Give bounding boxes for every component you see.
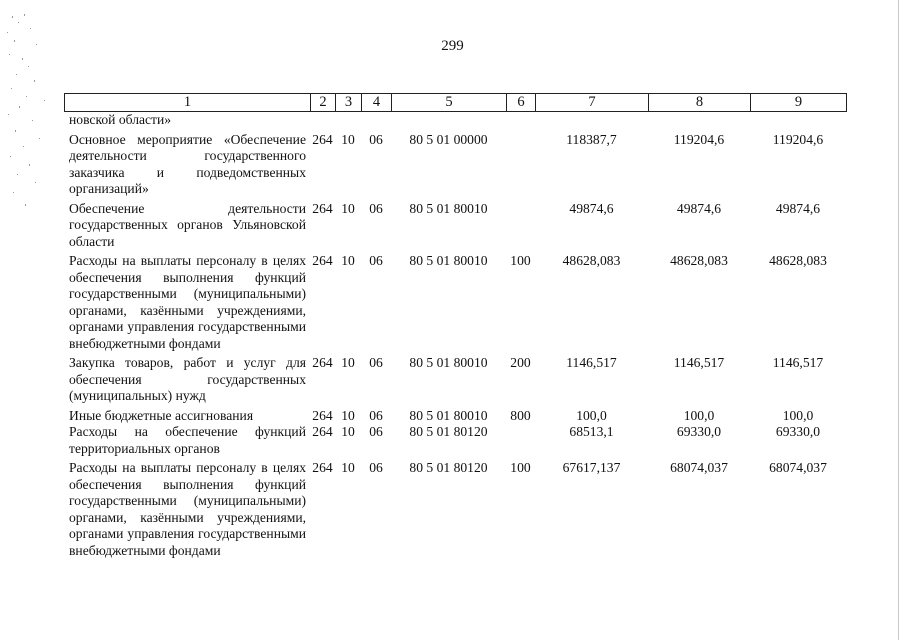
row-pr <box>361 112 391 132</box>
row-rz: 10 <box>341 407 355 423</box>
row-pr: 06 <box>369 253 383 268</box>
row-year2 <box>648 112 750 132</box>
header-col-1: 1 <box>65 94 311 112</box>
row-vr <box>506 132 535 201</box>
row-year1: 49874,6 <box>569 200 614 216</box>
row-year2: 69330,0 <box>676 424 722 439</box>
row-name: Расходы на обеспечение функций территориальных органов <box>69 424 306 456</box>
row-year3: 68074,037 <box>769 460 827 475</box>
header-col-8: 8 <box>649 94 751 112</box>
row-rz: 10 <box>341 200 355 216</box>
row-year1: 118387,7 <box>566 131 617 147</box>
row-pr: 06 <box>369 424 383 439</box>
row-year2: 68074,037 <box>670 460 728 475</box>
row-pr: 06 <box>369 460 383 475</box>
row-year3: 48628,083 <box>769 253 827 268</box>
table-row <box>64 460 846 559</box>
row-csr: 80 5 01 00000 <box>409 131 488 147</box>
row-gr: 264 <box>312 200 333 216</box>
row-year1: 68513,1 <box>569 424 614 439</box>
row-gr: 264 <box>312 460 333 475</box>
row-name: Расходы на выплаты персоналу в целях обеспечения выполнения функций государственными (муниципальными) органами, казёнными учреждениями, органами управления государственными внебюджетными фондами <box>69 253 306 351</box>
row-year2: 49874,6 <box>676 200 722 216</box>
row-name: Расходы на выплаты персоналу в целях обеспечения выполнения функций государственными (муниципальными) органами, казёнными учреждениями, органами управления государственными внебюджетными фондами <box>69 460 306 558</box>
row-csr: 80 5 01 80120 <box>409 424 488 439</box>
row-csr: 80 5 01 80010 <box>409 253 488 268</box>
scan-noise <box>4 10 60 220</box>
header-col-2: 2 <box>311 94 336 112</box>
row-rz: 10 <box>341 253 355 268</box>
row-csr: 80 5 01 80010 <box>409 355 488 370</box>
row-year2: 100,0 <box>683 407 715 423</box>
row-year3: 49874,6 <box>775 200 821 216</box>
table-row <box>64 132 846 201</box>
row-pr: 06 <box>369 131 383 147</box>
table-row <box>64 355 846 408</box>
row-year3: 100,0 <box>782 407 814 423</box>
row-year3: 119204,6 <box>772 131 824 147</box>
row-pr: 06 <box>369 200 383 216</box>
row-rz: 10 <box>341 424 355 439</box>
table-row <box>64 424 846 460</box>
row-year2: 48628,083 <box>670 253 728 268</box>
row-csr: 80 5 01 80010 <box>409 200 488 216</box>
row-vr <box>506 112 535 132</box>
table-row <box>64 408 846 425</box>
row-gr: 264 <box>312 407 333 423</box>
table-row <box>64 253 846 355</box>
header-col-4: 4 <box>362 94 392 112</box>
row-vr: 100 <box>510 460 531 475</box>
budget-table <box>64 112 846 559</box>
row-year2: 1146,517 <box>673 355 725 370</box>
row-year2: 119204,6 <box>673 131 725 147</box>
row-vr: 800 <box>510 407 531 423</box>
header-col-6: 6 <box>507 94 536 112</box>
row-vr <box>506 201 535 254</box>
row-vr <box>506 424 535 460</box>
row-year1: 100,0 <box>576 407 607 423</box>
row-vr: 200 <box>510 355 531 370</box>
row-year3: 1146,517 <box>772 355 824 370</box>
row-gr: 264 <box>312 424 333 439</box>
table-row <box>64 201 846 254</box>
row-gr <box>310 112 335 132</box>
header-col-7: 7 <box>536 94 649 112</box>
row-rz: 10 <box>341 131 355 147</box>
row-gr: 264 <box>312 355 333 370</box>
page-number: 299 <box>441 38 464 54</box>
header-col-5: 5 <box>392 94 507 112</box>
column-number-header <box>64 93 847 112</box>
row-year1: 1146,517 <box>566 355 617 370</box>
row-csr: 80 5 01 80120 <box>409 460 488 475</box>
row-csr <box>391 112 506 132</box>
row-rz: 10 <box>341 355 355 370</box>
row-gr: 264 <box>312 131 333 147</box>
row-year1 <box>535 112 648 132</box>
row-rz <box>335 112 361 132</box>
row-csr: 80 5 01 80010 <box>409 407 488 423</box>
row-vr: 100 <box>510 253 531 268</box>
page-edge <box>898 0 899 640</box>
row-year1: 48628,083 <box>562 253 621 268</box>
header-col-9: 9 <box>751 94 847 112</box>
row-name: Иные бюджетные ассигнования <box>69 407 254 423</box>
row-year1: 67617,137 <box>562 460 621 475</box>
row-name: Закупка товаров, работ и услуг для обеспечения государственных (муниципальных) нужд <box>69 355 306 403</box>
row-year3: 69330,0 <box>775 424 821 439</box>
row-name: Основное мероприятие «Обеспечение деятельности государственного заказчика и подведомственных организаций» <box>69 131 306 196</box>
row-rz: 10 <box>341 460 355 475</box>
row-name: Обеспечение деятельности государственных органов Ульяновской области <box>69 200 306 249</box>
row-pr: 06 <box>369 355 383 370</box>
header-col-3: 3 <box>336 94 362 112</box>
table-row <box>64 112 846 132</box>
row-name: новской области» <box>69 112 172 127</box>
row-pr: 06 <box>369 407 383 423</box>
row-gr: 264 <box>312 253 333 268</box>
row-year3 <box>750 112 846 132</box>
